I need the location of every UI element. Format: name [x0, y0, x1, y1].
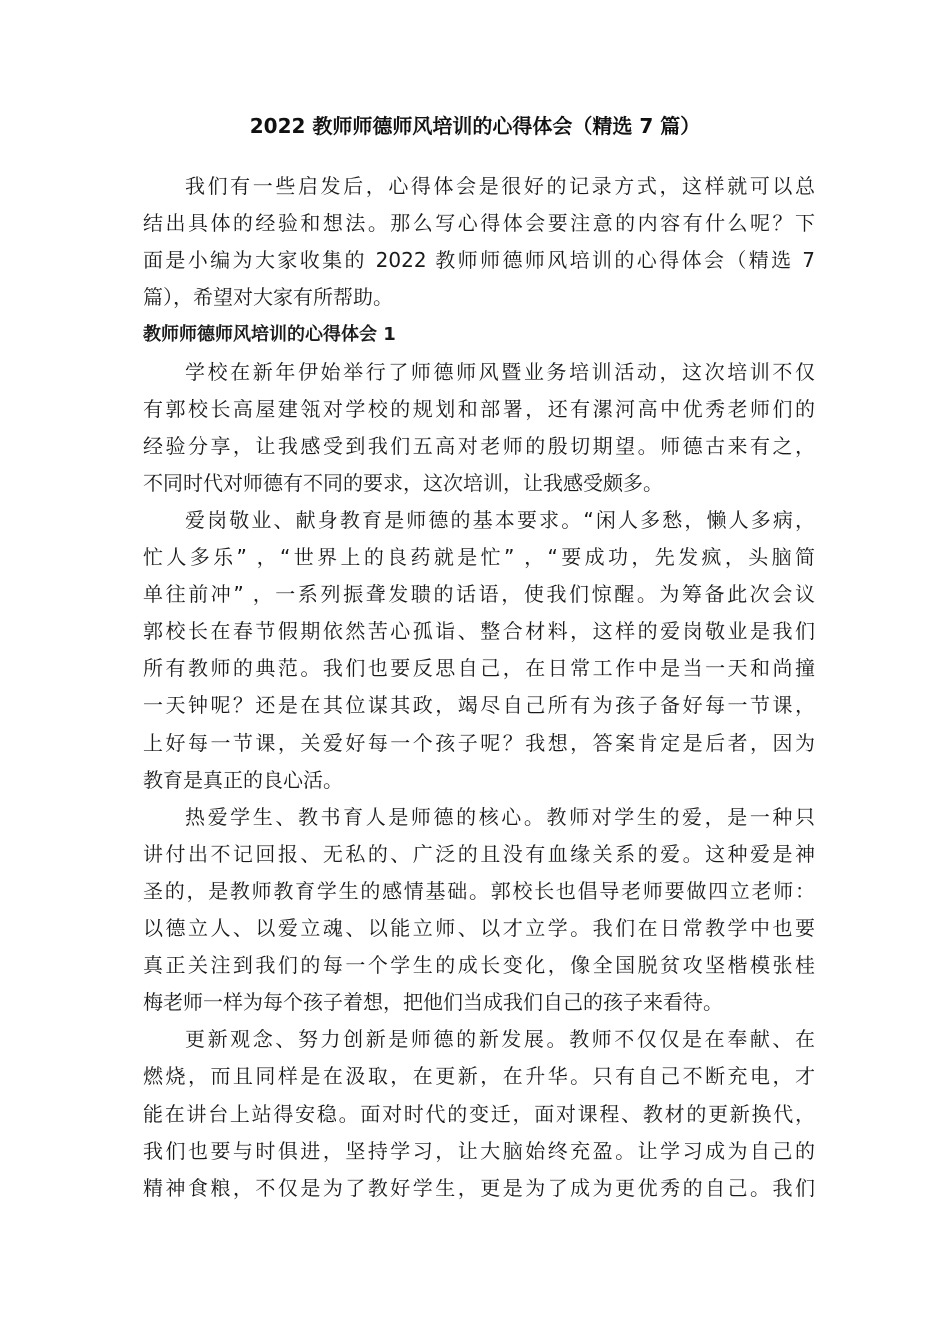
body-line: 真正关注到我们的每一个学生的成长变化，像全国脱贫攻坚楷模张桂: [143, 953, 815, 978]
body-line: 篇），希望对大家有所帮助。: [143, 285, 393, 310]
body-line: 能在讲台上站得安稳。面对时代的变迁，面对课程、教材的更新换代，: [143, 1101, 815, 1126]
body-line: 郭校长在春节假期依然苦心孤诣、整合材料，这样的爱岗敬业是我们: [143, 619, 815, 644]
body-line: 热爱学生、教书育人是师德的核心。教师对学生的爱，是一种只: [185, 804, 815, 829]
body-line: 讲付出不记回报、无私的、广泛的且没有血缘关系的爱。这种爱是神: [143, 841, 815, 866]
body-line: 面是小编为大家收集的 2022 教师师德师风培训的心得体会（精选 7: [143, 248, 815, 273]
body-line: 我们也要与时俱进，坚持学习，让大脑始终充盈。让学习成为自己的: [143, 1138, 815, 1163]
body-line: 更新观念、努力创新是师德的新发展。教师不仅仅是在奉献、在: [185, 1027, 815, 1052]
body-line: 不同时代对师德有不同的要求，这次培训，让我感受颇多。: [143, 470, 663, 495]
body-line: 精神食粮，不仅是为了教好学生，更是为了成为更优秀的自己。我们: [143, 1175, 815, 1200]
body-line: 有郭校长高屋建瓴对学校的规划和部署，还有漯河高中优秀老师们的: [143, 396, 815, 421]
section-heading: 教师师德师风培训的心得体会 1: [143, 324, 396, 346]
body-line: 单往前冲” ，一系列振聋发聩的话语，使我们惊醒。为筹备此次会议: [143, 582, 815, 607]
body-line: 圣的，是教师教育学生的感情基础。郭校长也倡导老师要做四立老师：: [143, 878, 815, 903]
body-line: 我们有一些启发后，心得体会是很好的记录方式，这样就可以总: [185, 174, 815, 198]
body-line: 忙人多乐” ，“世界上的良药就是忙” ，“要成功，先发疯，头脑简: [143, 545, 815, 569]
body-line: 经验分享，让我感受到我们五高对老师的殷切期望。师德古来有之，: [143, 433, 815, 458]
document-title: 2022 教师师德师风培训的心得体会（精选 7 篇）: [249, 114, 701, 138]
body-line: 学校在新年伊始举行了师德师风暨业务培训活动，这次培训不仅: [185, 359, 815, 384]
body-line: 梅老师一样为每个孩子着想，把他们当成我们自己的孩子来看待。: [143, 990, 723, 1015]
body-line: 燃烧，而且同样是在汲取，在更新，在升华。只有自己不断充电，才: [143, 1064, 815, 1089]
body-line: 所有教师的典范。我们也要反思自己，在日常工作中是当一天和尚撞: [143, 656, 815, 681]
body-line: 结出具体的经验和想法。那么写心得体会要注意的内容有什么呢？下: [143, 211, 815, 236]
body-line: 以德立人、以爱立魂、以能立师、以才立学。我们在日常教学中也要: [143, 916, 815, 940]
body-line: 上好每一节课，关爱好每一个孩子呢？我想，答案肯定是后者，因为: [143, 730, 815, 755]
body-line: 教育是真正的良心活。: [143, 767, 343, 792]
body-line: 爱岗敬业、献身教育是师德的基本要求。“闲人多愁，懒人多病，: [185, 507, 815, 532]
body-line: 一天钟呢？还是在其位谋其政，竭尽自己所有为孩子备好每一节课，: [143, 693, 815, 718]
